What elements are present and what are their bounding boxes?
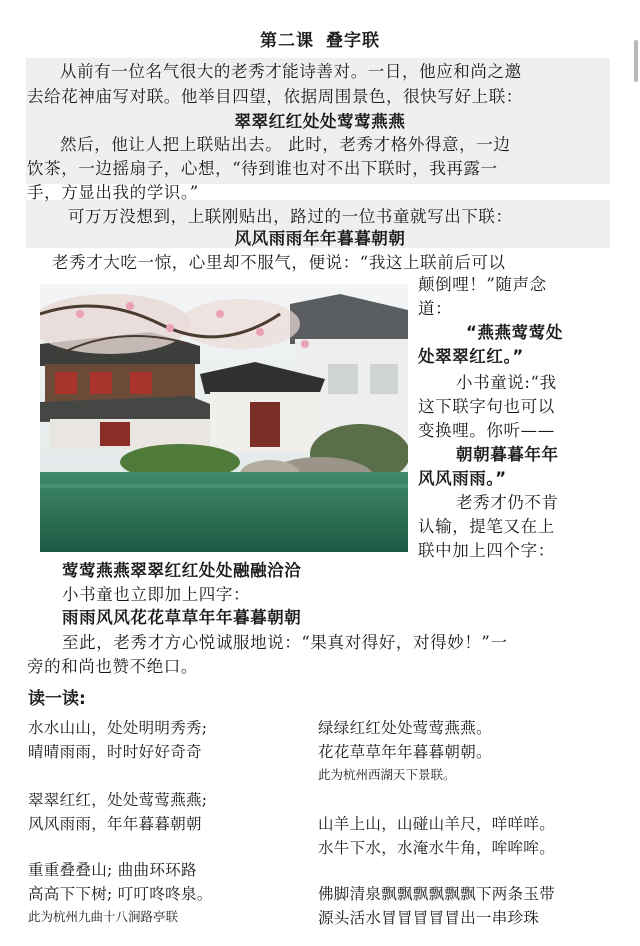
poem-note: 此为杭州西湖天下景联。 (318, 767, 456, 782)
poem-line: 高高下下树; 叮叮咚咚泉。 (28, 885, 213, 903)
story-line: 手，方显出我的学识。” (27, 183, 199, 202)
couplet-extended-lower: 雨雨风风花花草草年年暮暮朝朝 (62, 608, 302, 627)
story-line: 老秀才仍不肯 (456, 493, 559, 512)
couplet-reversed: 风风雨雨。” (418, 469, 507, 488)
lesson-name: 叠字联 (326, 31, 380, 51)
poem-note: 此为杭州九曲十八涧路亭联 (28, 909, 179, 924)
story-line: 联中加上四个字： (418, 541, 555, 560)
story-line: 饮茶，一边摇扇子，心想，“待到谁也对不出下联时，我再露一 (27, 159, 498, 178)
poem-line: 水水山山，处处明明秀秀; (28, 719, 208, 737)
story-line: 小书童说:“我 (456, 373, 557, 392)
poem-line: 水牛下水，水淹水牛角，哞哞哞。 (318, 839, 556, 857)
poem-line: 重重叠叠山; 曲曲环环路 (28, 861, 197, 879)
poem-line: 山羊上山，山碰山羊尺，咩咩咩。 (318, 815, 556, 833)
story-line: 老秀才大吃一惊，心里却不服气，便说：“我这上联前后可以 (52, 253, 506, 272)
story-line: 从前有一位名气很大的老秀才能诗善对。一日，他应和尚之邀 (60, 62, 522, 81)
story-line: 然后，他让人把上联贴出去。 此时，老秀才格外得意，一边 (60, 135, 511, 154)
couplet-reversed: “燕燕莺莺处 (466, 323, 563, 342)
couplet-reversed: 朝朝暮暮年年 (456, 445, 559, 464)
story-line: 小书童也立即加上四字： (62, 585, 251, 604)
story-line: 可万万没想到，上联刚贴出，路过的一位书童就写出下联： (68, 207, 513, 226)
lesson-number: 第二课 (260, 31, 314, 51)
couplet-extended-upper: 莺莺燕燕翠翠红红处处融融洽洽 (62, 561, 302, 580)
page-title (0, 26, 640, 51)
story-line: 变换哩。你听—— (418, 421, 555, 440)
story-line: 去给花神庙写对联。他举目四望，依据周围景色，很快写好上联： (27, 87, 523, 106)
couplet-upper: 翠翠红红处处莺莺燕燕 (234, 112, 406, 131)
couplet-lower: 风风雨雨年年暮暮朝朝 (234, 229, 406, 248)
story-line: 颠倒哩！”随声念 (418, 275, 547, 294)
poem-line: 绿绿红红处处莺莺燕燕。 (318, 719, 492, 737)
reading-heading: 读一读: (28, 689, 86, 709)
story-line: 这下联字句也可以 (418, 397, 555, 416)
story-line: 旁的和尚也赞不绝口。 (27, 657, 198, 676)
poem-line: 源头活水冒冒冒冒冒出一串珍珠 (318, 909, 540, 927)
couplet-reversed: 处翠翠红红。” (418, 347, 524, 366)
story-line: 至此，老秀才方心悦诚服地说：“果真对得好，对得妙！”一 (62, 633, 508, 652)
poem-line: 晴晴雨雨，时时好好奇奇 (28, 743, 202, 761)
poem-line: 佛脚清泉飘飘飘飘飘飘下两条玉带 (318, 885, 556, 903)
poem-line: 风风雨雨，年年暮暮朝朝 (28, 815, 202, 833)
poem-line: 花花草草年年暮暮朝朝。 (318, 743, 492, 761)
garden-photo (40, 284, 408, 552)
story-line: 认输，提笔又在上 (418, 517, 555, 536)
story-line: 道： (418, 299, 453, 318)
poem-line: 翠翠红红，处处莺莺燕燕; (28, 791, 208, 809)
